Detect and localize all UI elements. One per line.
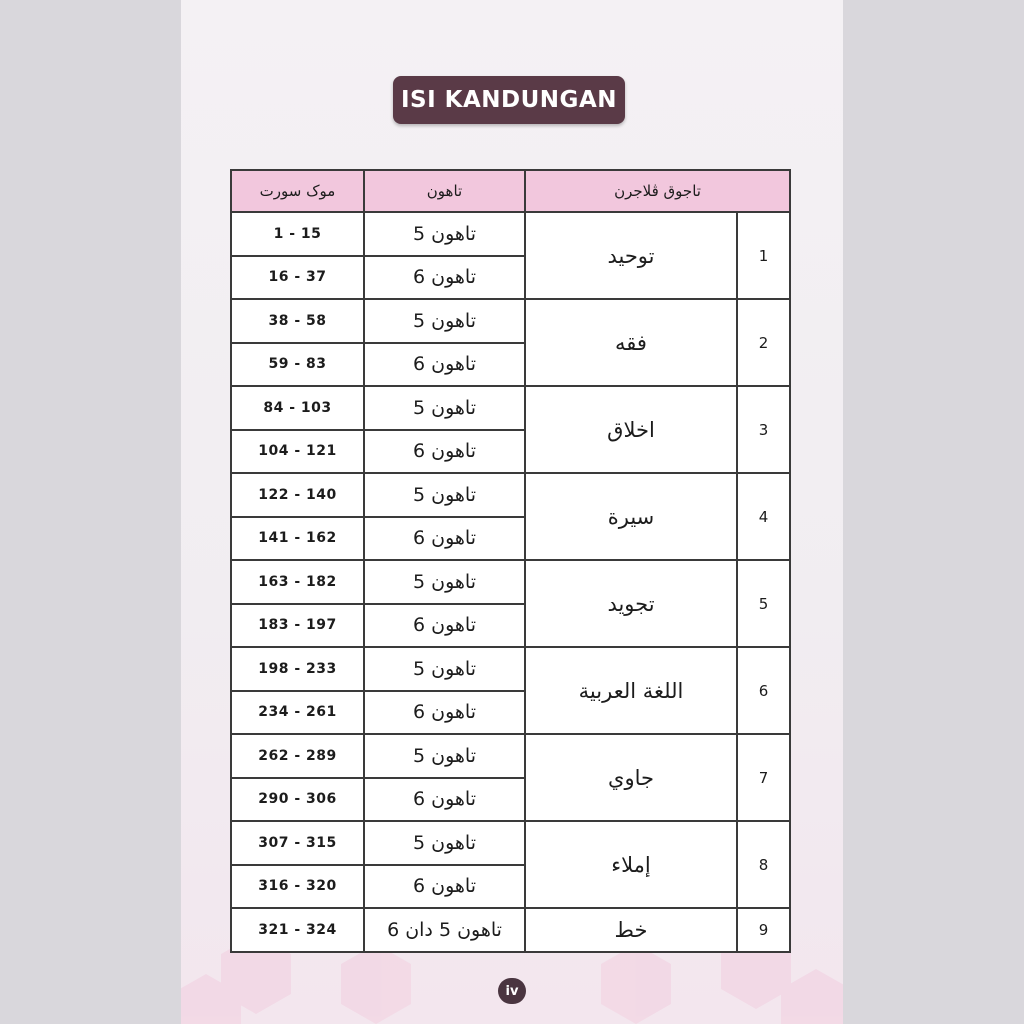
year-cell: تاهون 5 دان 6: [364, 908, 525, 952]
year-cell: تاهون 5: [364, 821, 525, 865]
table-row: [231, 647, 790, 691]
subject-number: 4: [737, 473, 790, 560]
page-range: 198 - 233: [231, 647, 364, 691]
page-range: 321 - 324: [231, 908, 364, 952]
year-cell: تاهون 6: [364, 604, 525, 648]
page-range: 84 - 103: [231, 386, 364, 430]
page-title: ISI KANDUNGAN: [393, 76, 625, 124]
table-header-row: [231, 170, 790, 212]
year-cell: تاهون 6: [364, 778, 525, 822]
page-range: 163 - 182: [231, 560, 364, 604]
subject-name: اخلاق: [525, 386, 737, 473]
page-range: 316 - 320: [231, 865, 364, 909]
year-cell: تاهون 6: [364, 256, 525, 300]
header-year: تاهون: [364, 170, 525, 212]
subject-number: 5: [737, 560, 790, 647]
year-cell: تاهون 5: [364, 734, 525, 778]
page-number: iv: [498, 978, 526, 1004]
subject-name: خط: [525, 908, 737, 952]
subject-number: 8: [737, 821, 790, 908]
table-row: [231, 560, 790, 604]
year-cell: تاهون 6: [364, 343, 525, 387]
table-row: [231, 821, 790, 865]
subject-name: سيرة: [525, 473, 737, 560]
page-range: 183 - 197: [231, 604, 364, 648]
table-row: [231, 734, 790, 778]
header-subject: تاجوق ڤلاجرن: [525, 170, 790, 212]
subject-name: إملاء: [525, 821, 737, 908]
page-range: 16 - 37: [231, 256, 364, 300]
year-cell: تاهون 5: [364, 386, 525, 430]
subject-number: 3: [737, 386, 790, 473]
subject-name: تجويد: [525, 560, 737, 647]
table-row: [231, 299, 790, 343]
page-range: 59 - 83: [231, 343, 364, 387]
subject-name: توحيد: [525, 212, 737, 299]
page-range: 307 - 315: [231, 821, 364, 865]
page-range: 290 - 306: [231, 778, 364, 822]
page-range: 122 - 140: [231, 473, 364, 517]
subject-name: فقه: [525, 299, 737, 386]
subject-number: 7: [737, 734, 790, 821]
year-cell: تاهون 6: [364, 517, 525, 561]
table-row: [231, 473, 790, 517]
year-cell: تاهون 5: [364, 212, 525, 256]
subject-number: 2: [737, 299, 790, 386]
subject-name: جاوي: [525, 734, 737, 821]
page-range: 38 - 58: [231, 299, 364, 343]
page-range: 234 - 261: [231, 691, 364, 735]
subject-number: 1: [737, 212, 790, 299]
subject-name: اللغة العربية: [525, 647, 737, 734]
year-cell: تاهون 5: [364, 299, 525, 343]
table-row: [231, 212, 790, 256]
year-cell: تاهون 5: [364, 473, 525, 517]
year-cell: تاهون 6: [364, 691, 525, 735]
contents-table: [230, 169, 791, 953]
year-cell: تاهون 6: [364, 430, 525, 474]
year-cell: تاهون 5: [364, 647, 525, 691]
page-range: 141 - 162: [231, 517, 364, 561]
header-pages: موک سورت: [231, 170, 364, 212]
table-row: [231, 386, 790, 430]
page-range: 262 - 289: [231, 734, 364, 778]
subject-number: 6: [737, 647, 790, 734]
table-row: [231, 908, 790, 952]
subject-number: 9: [737, 908, 790, 952]
year-cell: تاهون 6: [364, 865, 525, 909]
page-range: 1 - 15: [231, 212, 364, 256]
page-range: 104 - 121: [231, 430, 364, 474]
year-cell: تاهون 5: [364, 560, 525, 604]
